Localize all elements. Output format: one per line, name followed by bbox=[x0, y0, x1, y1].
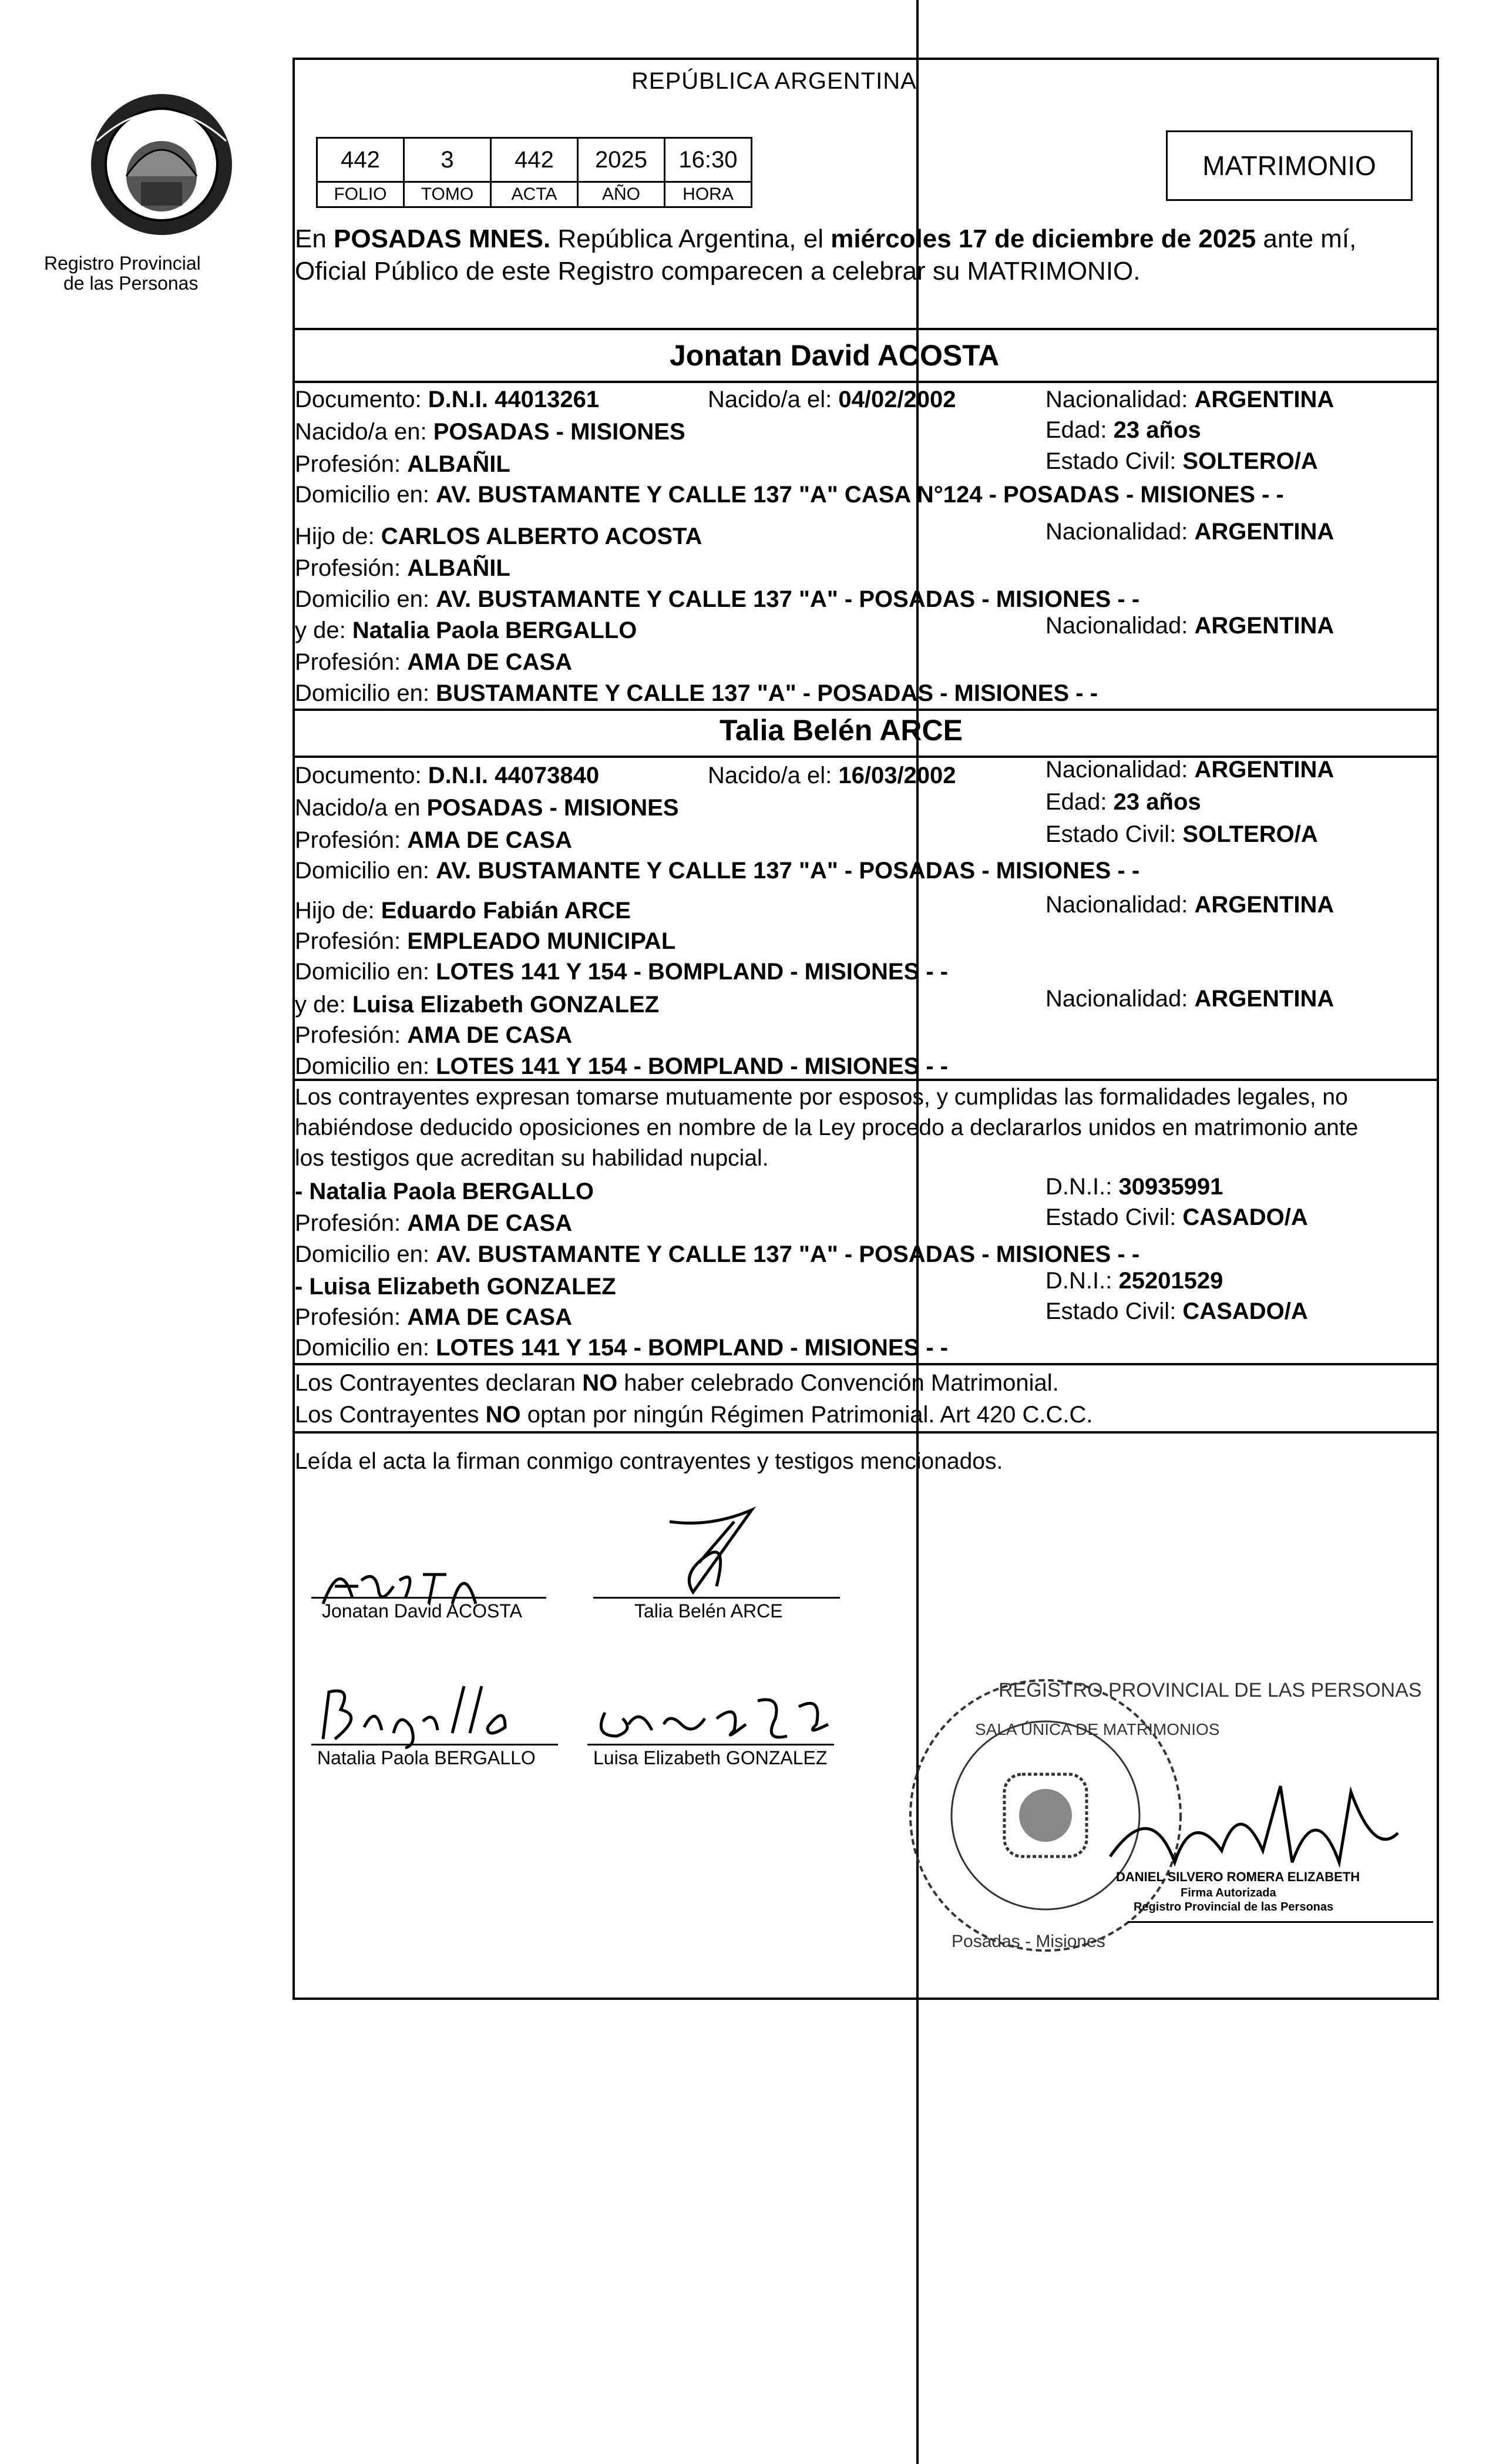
spouse1-mother-address: Domicilio en: BUSTAMANTE Y CALLE 137 "A" - POSADAS - MISIONES - - bbox=[295, 680, 1098, 706]
declaration-line-1: Los contrayentes expresan tomarse mutuamente por esposos, y cumplidas las formalidades legales, no bbox=[295, 1085, 1348, 1110]
spouse1-born-on: Nacido/a el: 04/02/2002 bbox=[708, 387, 956, 412]
signature-label-4: Luisa Elizabeth GONZALEZ bbox=[593, 1747, 828, 1768]
spouse1-address: Domicilio en: AV. BUSTAMANTE Y CALLE 137 "A" CASA N°124 - POSADAS - MISIONES - - bbox=[295, 482, 1284, 508]
witness1-dni: D.N.I.: 30935991 bbox=[1045, 1174, 1223, 1200]
logo-caption-2: de las Personas bbox=[63, 273, 199, 294]
spouse2-father-address: Domicilio en: LOTES 141 Y 154 - BOMPLAND - MISIONES - - bbox=[295, 959, 949, 985]
divider-closing bbox=[293, 1431, 1439, 1434]
spouse1-nationality: Nacionalidad: ARGENTINA bbox=[1045, 387, 1334, 412]
closing-text: Leída el acta la firman conmigo contrayentes y testigos mencionados. bbox=[295, 1449, 1003, 1474]
divider-spouse1-name bbox=[293, 381, 1439, 383]
witness1-profession: Profesión: AMA DE CASA bbox=[295, 1210, 572, 1236]
stamp-inner-text: SALA ÚNICA DE MATRIMONIOS bbox=[975, 1720, 1220, 1738]
tomo-value: 3 bbox=[404, 138, 491, 182]
signature-label-1: Jonatan David ACOSTA bbox=[322, 1600, 522, 1622]
stamp-ring-text: REGISTRO PROVINCIAL DE LAS PERSONAS bbox=[999, 1679, 1422, 1701]
year-label: AÑO bbox=[578, 182, 665, 207]
spouse1-doc: Documento: D.N.I. 44013261 bbox=[295, 387, 600, 412]
divider-spouse2 bbox=[293, 709, 1439, 711]
spouse1-mother: y de: Natalia Paola BERGALLO bbox=[295, 617, 637, 643]
spouse2-mother-address: Domicilio en: LOTES 141 Y 154 - BOMPLAND - MISIONES - - bbox=[295, 1053, 949, 1079]
signature-label-3: Natalia Paola BERGALLO bbox=[317, 1747, 536, 1768]
spouse1-born-in: Nacido/a en: POSADAS - MISIONES bbox=[295, 419, 685, 445]
witness1-civil-status: Estado Civil: CASADO/A bbox=[1045, 1204, 1308, 1230]
misiones-seal-icon bbox=[85, 88, 238, 253]
official-role-1: Firma Autorizada bbox=[1181, 1886, 1276, 1899]
spouse2-address: Domicilio en: AV. BUSTAMANTE Y CALLE 137 "A" - POSADAS - MISIONES - - bbox=[295, 858, 1140, 884]
stamp-bottom-text: Posadas - Misiones bbox=[952, 1932, 1105, 1951]
conventions-line-1: Los Contrayentes declaran NO haber celebrado Convención Matrimonial. bbox=[295, 1370, 1059, 1396]
folio-value: 442 bbox=[317, 138, 404, 182]
spouse2-mother-nationality: Nacionalidad: ARGENTINA bbox=[1045, 986, 1334, 1012]
spouse2-name: Talia Belén ARCE bbox=[720, 714, 963, 747]
provincial-registry-logo bbox=[85, 88, 238, 253]
acta-label: ACTA bbox=[491, 182, 578, 207]
witness2-civil-status: Estado Civil: CASADO/A bbox=[1045, 1298, 1308, 1324]
spouse2-born-on: Nacido/a el: 16/03/2002 bbox=[708, 763, 956, 788]
intro-line-1: En POSADAS MNES. República Argentina, el miércoles 17 de diciembre de 2025 ante mí, bbox=[295, 224, 1357, 253]
spouse1-father-nationality: Nacionalidad: ARGENTINA bbox=[1045, 519, 1334, 545]
witness2-name: - Luisa Elizabeth GONZALEZ bbox=[295, 1274, 616, 1300]
spouse2-mother: y de: Luisa Elizabeth GONZALEZ bbox=[295, 992, 660, 1018]
declaration-line-2: habiéndose deducido oposiciones en nombre de la Ley procedo a declararlos unidos en matrimonio ante bbox=[295, 1115, 1359, 1140]
spouse1-profession: Profesión: ALBAÑIL bbox=[295, 451, 510, 477]
signature-line-3 bbox=[311, 1744, 558, 1745]
spouse2-civil-status: Estado Civil: SOLTERO/A bbox=[1045, 821, 1318, 847]
hour-value: 16:30 bbox=[665, 138, 752, 182]
signature-line-1 bbox=[311, 1597, 546, 1599]
witness1-name: - Natalia Paola BERGALLO bbox=[295, 1179, 594, 1204]
signature-arce bbox=[658, 1504, 764, 1604]
folio-label: FOLIO bbox=[317, 182, 404, 207]
divider-conventions bbox=[293, 1363, 1439, 1365]
registry-table bbox=[316, 137, 752, 208]
year-value: 2025 bbox=[578, 138, 665, 182]
official-signature bbox=[1104, 1774, 1410, 1904]
spouse2-father-profession: Profesión: EMPLEADO MUNICIPAL bbox=[295, 928, 676, 954]
spouse1-father-address: Domicilio en: AV. BUSTAMANTE Y CALLE 137 "A" - POSADAS - MISIONES - - bbox=[295, 586, 1140, 612]
spouse1-name: Jonatan David ACOSTA bbox=[670, 339, 1000, 372]
spouse1-father-profession: Profesión: ALBAÑIL bbox=[295, 555, 510, 581]
spouse2-age: Edad: 23 años bbox=[1045, 789, 1201, 815]
tomo-label: TOMO bbox=[404, 182, 491, 207]
acta-value: 442 bbox=[491, 138, 578, 182]
spouse2-profession: Profesión: AMA DE CASA bbox=[295, 827, 572, 853]
divider-header bbox=[293, 328, 1439, 330]
witness2-address: Domicilio en: LOTES 141 Y 154 - BOMPLAND - MISIONES - - bbox=[295, 1335, 949, 1361]
spouse2-doc: Documento: D.N.I. 44073840 bbox=[295, 763, 600, 788]
official-role-2: Registro Provincial de las Personas bbox=[1134, 1901, 1334, 1914]
official-signature-line bbox=[1128, 1921, 1433, 1923]
spouse1-mother-profession: Profesión: AMA DE CASA bbox=[295, 649, 572, 675]
doc-type-box: MATRIMONIO bbox=[1166, 130, 1413, 201]
spouse1-mother-nationality: Nacionalidad: ARGENTINA bbox=[1045, 613, 1334, 639]
spouse2-nationality: Nacionalidad: ARGENTINA bbox=[1045, 757, 1334, 783]
intro-line-2: Oficial Público de este Registro comparecen a celebrar su MATRIMONIO. bbox=[295, 257, 1141, 286]
witness1-address: Domicilio en: AV. BUSTAMANTE Y CALLE 137 "A" - POSADAS - MISIONES - - bbox=[295, 1241, 1140, 1267]
spouse2-father: Hijo de: Eduardo Fabián ARCE bbox=[295, 898, 631, 924]
hour-label: HORA bbox=[665, 182, 752, 207]
official-name: DANIEL SILVERO ROMERA ELIZABETH bbox=[1116, 1869, 1360, 1884]
spouse2-mother-profession: Profesión: AMA DE CASA bbox=[295, 1022, 572, 1048]
signature-bergallo bbox=[311, 1680, 523, 1751]
spouse2-born-in: Nacido/a en POSADAS - MISIONES bbox=[295, 795, 679, 821]
spouse1-age: Edad: 23 años bbox=[1045, 417, 1201, 443]
signature-label-2: Talia Belén ARCE bbox=[634, 1600, 783, 1622]
logo-caption-1: Registro Provincial bbox=[44, 253, 201, 274]
page-title: REPÚBLICA ARGENTINA bbox=[631, 68, 917, 94]
signature-line-2 bbox=[593, 1597, 840, 1599]
spouse1-civil-status: Estado Civil: SOLTERO/A bbox=[1045, 448, 1318, 474]
conventions-line-2: Los Contrayentes NO optan por ningún Régimen Patrimonial. Art 420 C.C.C. bbox=[295, 1402, 1093, 1428]
spouse2-father-nationality: Nacionalidad: ARGENTINA bbox=[1045, 892, 1334, 918]
signature-line-4 bbox=[587, 1744, 834, 1745]
witness2-profession: Profesión: AMA DE CASA bbox=[295, 1304, 572, 1330]
declaration-line-3: los testigos que acreditan su habilidad nupcial. bbox=[295, 1146, 769, 1171]
spouse1-father: Hijo de: CARLOS ALBERTO ACOSTA bbox=[295, 523, 702, 549]
witness2-dni: D.N.I.: 25201529 bbox=[1045, 1268, 1223, 1294]
